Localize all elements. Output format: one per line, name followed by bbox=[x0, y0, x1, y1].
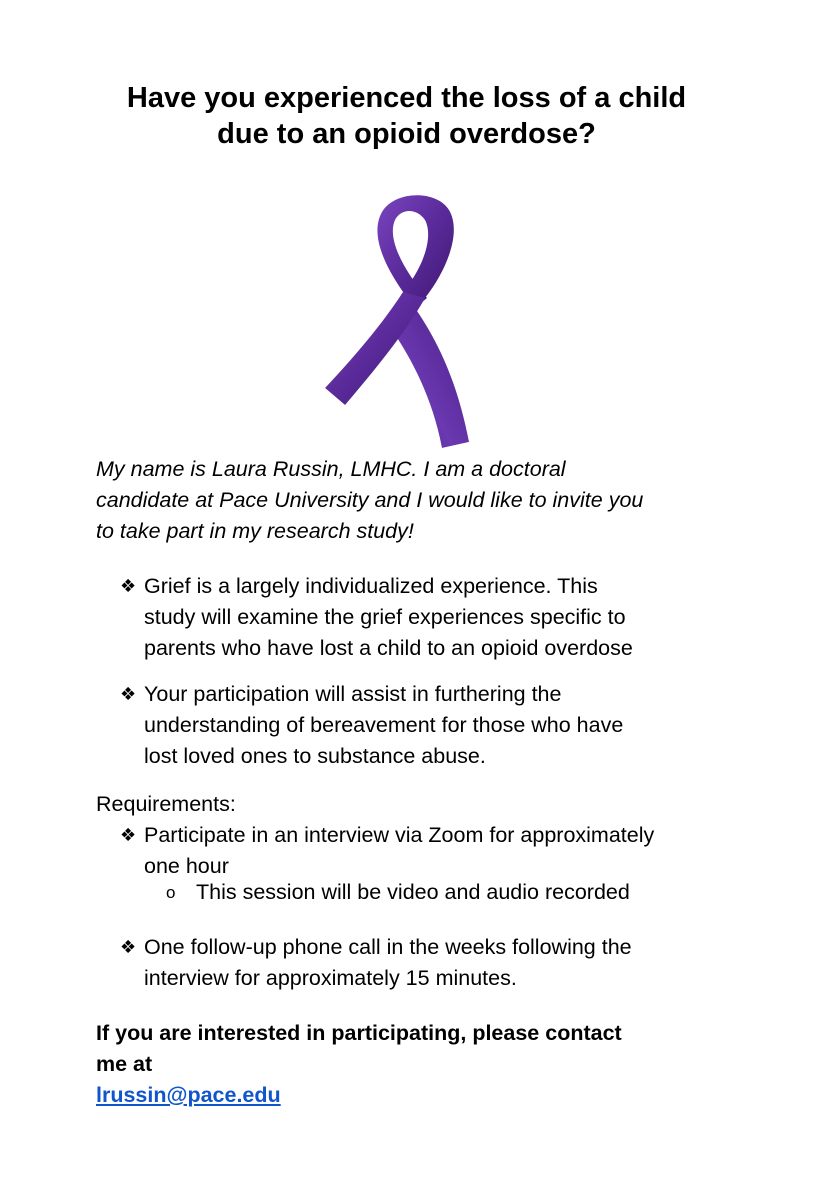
contact-paragraph bbox=[96, 1018, 622, 1111]
bullet-line: One follow-up phone call in the weeks following the bbox=[144, 935, 632, 959]
sub-list-item bbox=[166, 877, 630, 908]
bullet-line: Grief is a largely individualized experience. This bbox=[144, 574, 598, 598]
email-link[interactable]: lrussin@pace.edu bbox=[96, 1083, 281, 1107]
bullet-line: lost loved ones to substance abuse. bbox=[144, 744, 486, 768]
sub-item-text: This session will be video and audio recorded bbox=[196, 880, 630, 904]
bullet-diamond-icon: ❖ bbox=[120, 825, 137, 845]
bullet-diamond-icon: ❖ bbox=[120, 684, 137, 704]
list-item bbox=[120, 820, 655, 882]
intro-paragraph bbox=[96, 454, 756, 547]
circle-bullet-icon: o bbox=[166, 883, 176, 902]
intro-line-1: My name is Laura Russin, LMHC. I am a doctoral bbox=[96, 457, 566, 481]
bullet-diamond-icon: ❖ bbox=[120, 576, 137, 596]
bullet-line: one hour bbox=[144, 854, 229, 878]
page-title bbox=[40, 80, 773, 152]
purple-awareness-ribbon-icon bbox=[297, 180, 543, 455]
title-line-1: Have you experienced the loss of a child bbox=[126, 82, 687, 114]
contact-prefix: me at bbox=[96, 1052, 153, 1076]
bullet-line: Your participation will assist in furthering the bbox=[144, 682, 562, 706]
contact-line-1: If you are interested in participating, please contact bbox=[96, 1021, 622, 1045]
contact-line-2 bbox=[96, 1049, 622, 1111]
bullet-line: study will examine the grief experiences specific to bbox=[144, 605, 626, 629]
intro-line-2: candidate at Pace University and I would like to invite you bbox=[96, 488, 644, 512]
bullet-line: Participate in an interview via Zoom for approximately bbox=[144, 823, 655, 847]
bullet-line: understanding of bereavement for those who have bbox=[144, 713, 624, 737]
list-item bbox=[120, 932, 632, 994]
requirements-heading: Requirements: bbox=[96, 792, 236, 816]
list-item bbox=[120, 679, 624, 772]
list-item bbox=[120, 571, 633, 664]
intro-line-3: to take part in my research study! bbox=[96, 519, 414, 543]
title-line-2: due to an opioid overdose? bbox=[217, 118, 596, 150]
bullet-line: interview for approximately 15 minutes. bbox=[144, 966, 517, 990]
bullet-line: parents who have lost a child to an opioid overdose bbox=[144, 636, 633, 660]
bullet-diamond-icon: ❖ bbox=[120, 937, 137, 957]
